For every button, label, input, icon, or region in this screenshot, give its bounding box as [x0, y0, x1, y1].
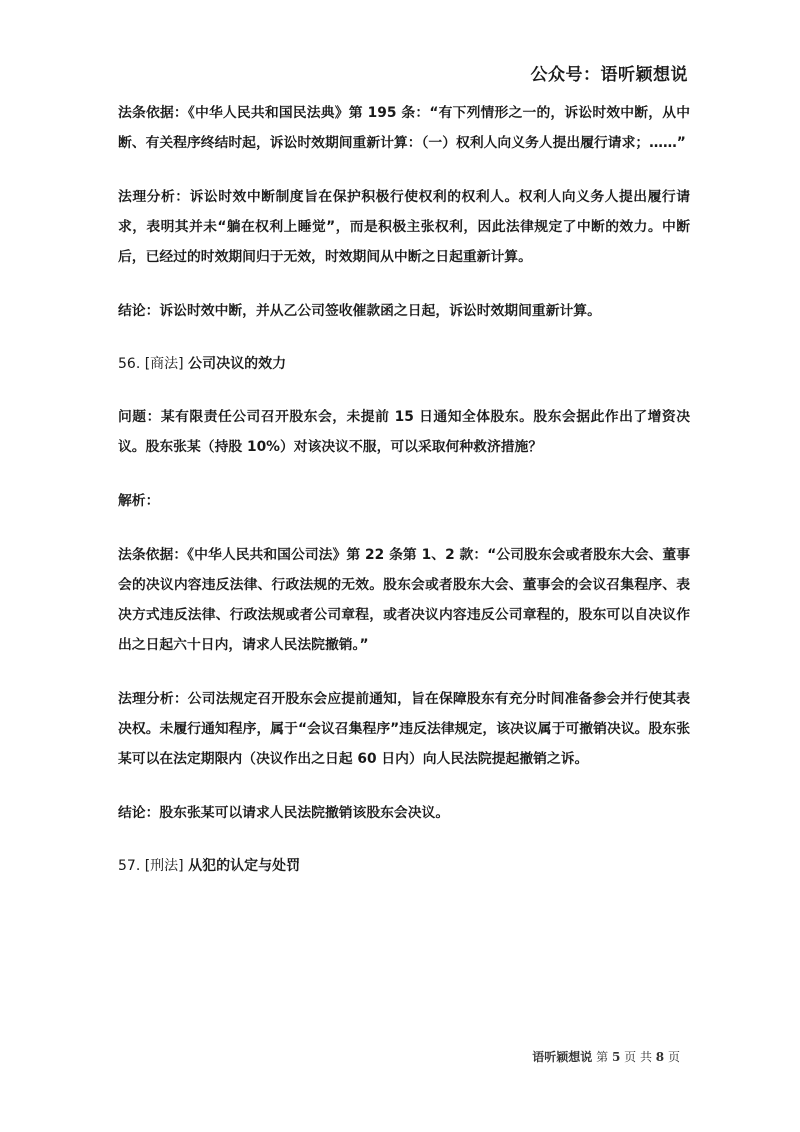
document-body: [118, 98, 690, 904]
paragraph-text: 公司法规定召开股东会应提前通知，旨在保障股东有充分时间准备参会并行使其表决权。未履行通知程序，属于“会议召集程序”违反法律规定，该决议属于可撤销决议。股东张某可以在法定期限内（决议作出之日起 60 日内）向人民法院提起撤销之诉。: [118, 691, 691, 767]
paragraph-legal-analysis-notice: [118, 684, 690, 774]
section-heading-56: [118, 350, 690, 378]
footer-page-total: 8: [655, 1050, 665, 1064]
paragraph-text: 《中华人民共和国民法典》第 195 条：“有下列情形之一的，诉讼时效中断，从中断、有关程序终结时起，诉讼时效期间重新计算：（一）权利人向义务人提出履行请求；……”: [118, 105, 691, 151]
paragraph-legal-basis-22: [118, 540, 690, 660]
section-title: 从犯的认定与处罚: [188, 858, 301, 874]
paragraph-question-56: [118, 402, 690, 462]
footer-page-mid: 页 共: [624, 1050, 652, 1064]
paragraph-legal-analysis-interruption: [118, 182, 690, 272]
paragraph-text: 股东张某可以请求人民法院撤销该股东会决议。: [159, 805, 450, 821]
paragraph-label: 结论：: [118, 303, 160, 319]
section-title: 公司决议的效力: [188, 356, 287, 372]
footer-page-number: 5: [611, 1050, 621, 1064]
paragraph-legal-basis-195: [118, 98, 690, 158]
paragraph-label: 法条依据：: [118, 105, 188, 121]
paragraph-label: 法理分析：: [118, 691, 188, 707]
section-number: 57. [刑法]: [118, 858, 184, 874]
footer-page-prefix: 第: [596, 1050, 609, 1064]
page-footer: [532, 1048, 680, 1065]
footer-page-suffix: 页: [667, 1050, 680, 1064]
paragraph-conclusion-revocation: [118, 798, 690, 828]
paragraph-label: 结论：: [118, 805, 160, 821]
paragraph-text: 某有限责任公司召开股东会，未提前 15 日通知全体股东。股东会据此作出了增资决议。股东张某（持股 10%）对该决议不服，可以采取何种救济措施？: [118, 409, 691, 455]
paragraph-label: 法理分析：: [118, 189, 190, 205]
header-account-tag: 公众号：语听颖想说: [530, 65, 688, 85]
paragraph-label: 法条依据：: [118, 547, 188, 563]
paragraph-text: 诉讼时效中断制度旨在保护积极行使权利的权利人。权利人向义务人提出履行请求，表明其并未“躺在权利上睡觉”，而是积极主张权利，因此法律规定了中断的效力。中断后，已经过的时效期间归于无效，时效期间从中断之日起重新计算。: [118, 189, 691, 265]
paragraph-label: 问题：: [118, 409, 161, 425]
paragraph-text: 《中华人民共和国公司法》第 22 条第 1、2 款：“公司股东会或者股东大会、董事会的决议内容违反法律、行政法规的无效。股东会或者股东大会、董事会的会议召集程序、表决方式违反法律、行政法规或者公司章程，或者决议内容违反公司章程的，股东可以自决议作出之日起六十日内，请求人民法院撤销。”: [118, 547, 691, 653]
paragraph-text: 诉讼时效中断，并从乙公司签收催款函之日起，诉讼时效期间重新计算。: [159, 303, 601, 319]
paragraph-analysis-heading: 解析：: [118, 493, 160, 509]
footer-brand: 语听颖想说: [532, 1050, 593, 1064]
section-heading-57: [118, 852, 690, 880]
paragraph-conclusion-interruption: [118, 296, 690, 326]
section-number: 56. [商法]: [118, 356, 184, 372]
